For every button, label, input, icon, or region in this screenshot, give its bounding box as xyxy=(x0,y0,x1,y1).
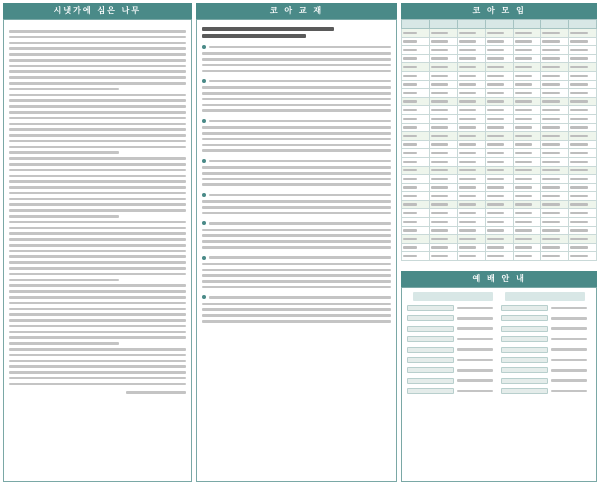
worship-row xyxy=(407,347,591,353)
article-line xyxy=(9,134,186,137)
article-line xyxy=(9,279,119,282)
article-line xyxy=(9,365,186,368)
table-row xyxy=(402,157,597,166)
article-line xyxy=(9,238,186,241)
article-line xyxy=(9,273,186,276)
table-row xyxy=(402,235,597,244)
article-line xyxy=(9,354,186,357)
article-line xyxy=(9,180,186,183)
table-row xyxy=(402,63,597,72)
article-line xyxy=(9,308,186,311)
group-table-header-cell xyxy=(457,20,485,29)
worship-row xyxy=(407,315,591,321)
study-paragraph xyxy=(202,159,392,186)
article-line xyxy=(9,261,186,264)
table-row xyxy=(402,200,597,209)
table-row xyxy=(402,54,597,63)
group-table-header-cell xyxy=(569,20,597,29)
table-row xyxy=(402,252,597,261)
article-line xyxy=(9,296,186,299)
table-row xyxy=(402,106,597,115)
article-line xyxy=(9,42,186,45)
article-line xyxy=(9,203,186,206)
table-row xyxy=(402,243,597,252)
article-line xyxy=(9,169,186,172)
study-title-block xyxy=(202,27,392,38)
article-line xyxy=(9,221,186,224)
worship-columns xyxy=(407,292,591,301)
article-line xyxy=(9,192,186,195)
article-line xyxy=(9,163,186,166)
article-line xyxy=(9,30,186,33)
worship-row xyxy=(407,367,591,373)
article-line xyxy=(9,342,119,345)
study-paragraph xyxy=(202,45,392,72)
group-table-header-cell xyxy=(513,20,541,29)
article-line xyxy=(9,371,186,374)
korean-service-column xyxy=(413,292,493,301)
study-paragraph xyxy=(202,295,392,322)
table-row xyxy=(402,209,597,218)
table-row xyxy=(402,37,597,46)
article-line xyxy=(9,227,186,230)
article-line xyxy=(9,215,119,218)
author-signature xyxy=(126,391,186,394)
article-line xyxy=(9,186,186,189)
group-section xyxy=(401,3,597,267)
study-paragraph xyxy=(202,119,392,152)
article-line xyxy=(9,377,186,380)
group-table-header-cell xyxy=(402,20,430,29)
group-table-header-cell xyxy=(430,20,458,29)
worship-row xyxy=(407,357,591,363)
table-row xyxy=(402,183,597,192)
article-line xyxy=(9,88,119,91)
article-line xyxy=(9,267,186,270)
table-row xyxy=(402,226,597,235)
article-line xyxy=(9,76,186,79)
table-row xyxy=(402,192,597,201)
article-line xyxy=(9,319,186,322)
group-table xyxy=(401,19,597,261)
group-table-header-cell xyxy=(485,20,513,29)
study-paragraph xyxy=(202,79,392,112)
table-row xyxy=(402,29,597,38)
article-line xyxy=(9,198,186,201)
table-row xyxy=(402,175,597,184)
article-line xyxy=(9,123,186,126)
worship-row xyxy=(407,326,591,332)
article-line xyxy=(9,250,186,253)
article-line xyxy=(9,105,186,108)
table-row xyxy=(402,166,597,175)
table-row xyxy=(402,71,597,80)
table-row xyxy=(402,114,597,123)
table-row xyxy=(402,132,597,141)
worship-row xyxy=(407,388,591,394)
article-line xyxy=(9,175,186,178)
table-row xyxy=(402,80,597,89)
article-line xyxy=(9,94,186,97)
worship-row xyxy=(407,378,591,384)
article-line xyxy=(9,331,186,334)
article-line xyxy=(9,325,186,328)
article-line xyxy=(9,111,186,114)
study-title xyxy=(202,27,335,31)
article-line xyxy=(9,157,186,160)
article-body xyxy=(9,30,186,385)
article-line xyxy=(9,255,186,258)
left-column-header: 시냇가에 심은 나무 xyxy=(3,3,192,19)
worship-schedule xyxy=(401,287,597,482)
article-line xyxy=(9,360,186,363)
study-subtitle xyxy=(202,34,306,38)
article-line xyxy=(9,244,186,247)
article-line xyxy=(9,146,186,149)
article-line xyxy=(9,65,186,68)
middle-column xyxy=(196,3,398,482)
left-column xyxy=(3,3,192,482)
article-line xyxy=(9,232,186,235)
article-line xyxy=(9,151,119,154)
table-row xyxy=(402,97,597,106)
article-line xyxy=(9,336,186,339)
english-service-column xyxy=(505,292,585,301)
article-line xyxy=(9,313,186,316)
article-line xyxy=(9,209,186,212)
table-row xyxy=(402,140,597,149)
worship-header: 예 배 안 내 xyxy=(401,271,597,287)
middle-column-header: 코 아 교 재 xyxy=(196,3,398,19)
table-row xyxy=(402,123,597,132)
table-row xyxy=(402,218,597,227)
article-line xyxy=(9,47,186,50)
article-line xyxy=(9,82,186,85)
article-line xyxy=(9,117,186,120)
article-line xyxy=(9,140,186,143)
group-table-header-cell xyxy=(541,20,569,29)
article-line xyxy=(9,383,186,386)
study-paragraph xyxy=(202,221,392,248)
article-line xyxy=(9,36,186,39)
article-line xyxy=(9,284,186,287)
table-row xyxy=(402,89,597,98)
article-line xyxy=(9,59,186,62)
table-row xyxy=(402,149,597,158)
right-column xyxy=(401,3,597,482)
study-material-box xyxy=(196,19,398,482)
article-line xyxy=(9,128,186,131)
article-line xyxy=(9,53,186,56)
article-box xyxy=(3,19,192,482)
group-header: 코 아 모 임 xyxy=(401,3,597,19)
article-line xyxy=(9,302,186,305)
study-paragraph xyxy=(202,256,392,289)
article-line xyxy=(9,290,186,293)
article-line xyxy=(9,348,186,351)
worship-row xyxy=(407,305,591,311)
article-line xyxy=(9,99,186,102)
table-row xyxy=(402,46,597,55)
article-line xyxy=(9,70,186,73)
worship-row xyxy=(407,336,591,342)
study-content xyxy=(202,45,392,323)
study-paragraph xyxy=(202,193,392,214)
